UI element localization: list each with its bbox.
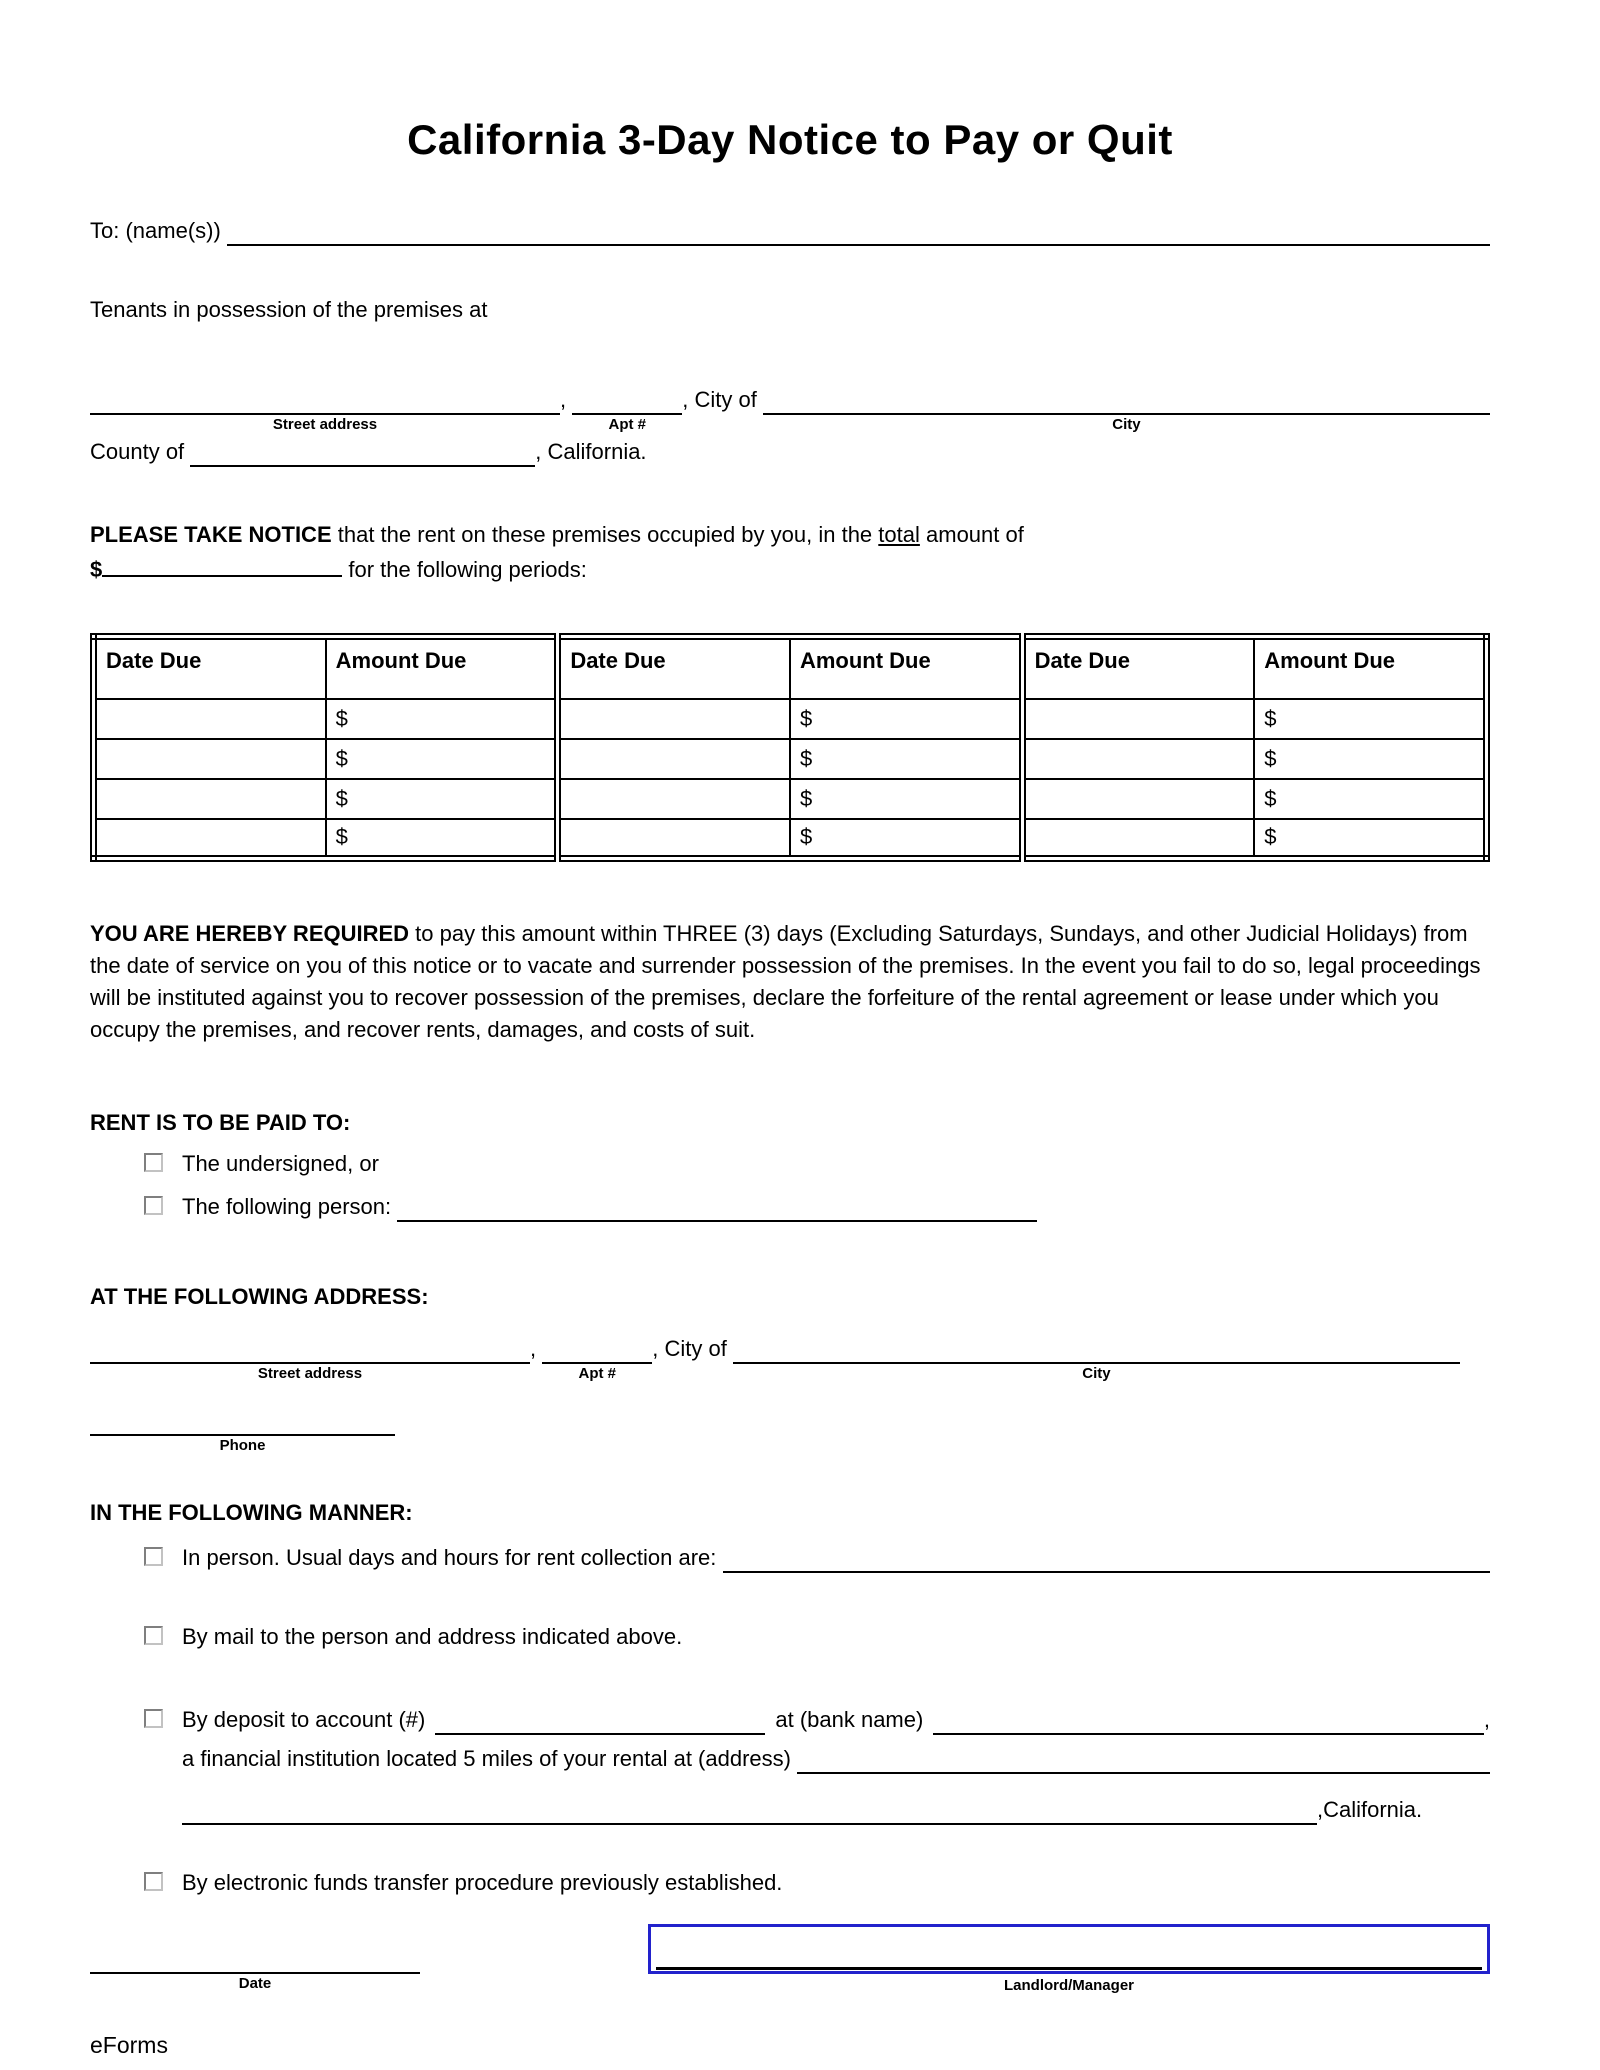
amount-due-cell[interactable]: $ <box>790 739 1022 779</box>
payment-address-row <box>90 1334 1490 1382</box>
deposit-comma: , <box>1483 1707 1490 1732</box>
deposit-lines <box>182 1704 1490 1825</box>
city-of-text: , City of <box>652 1336 733 1361</box>
following-person-checkbox[interactable] <box>144 1196 163 1215</box>
amount-due-cell[interactable]: $ <box>326 739 558 779</box>
date-due-cell[interactable] <box>94 699 326 739</box>
deposit-account-label: By deposit to account (#) <box>182 1707 426 1732</box>
required-text: to pay this amount within THREE (3) days (Excluding Saturdays, Sundays, and other Judicial Holidays) from the date of service on you of this notice or to vacate and surrender possession of the premises. In the event you fail to do so, legal proceedings will be instituted against you to recover possession of the premises, declare the forfeiture of the rental agreement or lease under which you occupy the premises, and recover rents, damages, and costs of suit. <box>90 921 1481 1042</box>
signature-line <box>656 1967 1482 1970</box>
table-row <box>94 779 1487 819</box>
notice-line-1 <box>90 517 1490 552</box>
date-due-cell[interactable] <box>94 819 326 859</box>
amount-due-cell[interactable]: $ <box>1254 819 1486 859</box>
deposit-line-2 <box>182 1743 1490 1774</box>
hereby-required-paragraph <box>90 918 1490 1046</box>
please-take-notice-paragraph <box>90 517 1490 587</box>
date-due-cell[interactable] <box>1022 739 1254 779</box>
institution-address-field[interactable] <box>797 1744 1490 1774</box>
rent-periods-table <box>90 633 1490 862</box>
option-in-person <box>144 1542 1490 1573</box>
following-person-field[interactable] <box>397 1192 1037 1222</box>
notice-text-b: amount of <box>919 522 1024 547</box>
date-due-cell[interactable] <box>558 779 790 819</box>
amount-due-cell[interactable]: $ <box>1254 779 1486 819</box>
in-person-checkbox[interactable] <box>144 1547 163 1566</box>
account-number-field[interactable] <box>435 1705 765 1735</box>
bank-name-label: at (bank name) <box>775 1707 924 1732</box>
notice-text-a: that the rent on these premises occupied by you, in the <box>331 522 879 547</box>
notice-total-word: total <box>878 522 920 547</box>
header-date-due-1: Date Due <box>94 637 326 699</box>
rent-collection-hours-field[interactable] <box>723 1543 1490 1573</box>
date-label: Date <box>238 1975 272 1992</box>
apt-number-label: Apt # <box>608 416 646 433</box>
city-label: City <box>1082 1365 1111 1382</box>
phone-field[interactable] <box>90 1406 395 1454</box>
date-due-cell[interactable] <box>558 699 790 739</box>
following-address-heading: AT THE FOLLOWING ADDRESS: <box>90 1284 429 1309</box>
amount-due-cell[interactable]: $ <box>326 779 558 819</box>
header-date-due-2: Date Due <box>558 637 790 699</box>
payment-street-field[interactable] <box>90 1334 530 1382</box>
county-field[interactable] <box>190 437 535 467</box>
deposit-line-3 <box>182 1794 1490 1825</box>
amount-due-cell[interactable]: $ <box>790 699 1022 739</box>
eforms-brand: eForms <box>90 2032 168 2058</box>
comma-separator: , <box>530 1336 543 1361</box>
comma-separator: , <box>560 387 573 412</box>
option-by-deposit <box>144 1704 1490 1825</box>
phone-row <box>90 1406 1490 1454</box>
street-address-label: Street address <box>257 1365 363 1382</box>
premises-apt-field[interactable] <box>572 385 682 433</box>
header-date-due-3: Date Due <box>1022 637 1254 699</box>
following-person-label: The following person: <box>182 1194 398 1219</box>
date-due-cell[interactable] <box>558 739 790 779</box>
date-due-cell[interactable] <box>94 779 326 819</box>
date-due-cell[interactable] <box>1022 819 1254 859</box>
by-mail-label: By mail to the person and address indicated above. <box>182 1624 683 1649</box>
date-due-cell[interactable] <box>1022 779 1254 819</box>
to-names-field[interactable] <box>227 216 1490 246</box>
by-mail-checkbox[interactable] <box>144 1626 163 1645</box>
header-amount-due-2: Amount Due <box>790 637 1022 699</box>
to-names-label: To: (name(s)) <box>90 218 227 243</box>
electronic-transfer-label: By electronic funds transfer procedure previously established. <box>182 1870 783 1895</box>
county-prefix: County of <box>90 439 191 464</box>
signature-row <box>90 1924 1490 1994</box>
apt-number-label: Apt # <box>578 1365 616 1382</box>
date-due-cell[interactable] <box>1022 699 1254 739</box>
date-field[interactable] <box>90 1944 420 1992</box>
payment-apt-field[interactable] <box>542 1334 652 1382</box>
following-manner-heading: IN THE FOLLOWING MANNER: <box>90 1500 413 1525</box>
payment-city-field[interactable] <box>733 1334 1460 1382</box>
amount-due-cell[interactable]: $ <box>790 819 1022 859</box>
landlord-signature-field[interactable] <box>648 1924 1490 1994</box>
premises-street-field[interactable] <box>90 385 560 433</box>
header-amount-due-1: Amount Due <box>326 637 558 699</box>
option-electronic-transfer <box>144 1867 1490 1898</box>
notice-line-2 <box>90 552 1490 587</box>
bank-name-field[interactable] <box>933 1705 1484 1735</box>
county-suffix: , California. <box>535 439 647 464</box>
header-amount-due-3: Amount Due <box>1254 637 1486 699</box>
amount-due-cell[interactable]: $ <box>1254 739 1486 779</box>
premises-address-row <box>90 385 1490 433</box>
date-due-cell[interactable] <box>558 819 790 859</box>
total-amount-field[interactable] <box>102 553 342 577</box>
following-person-row <box>182 1191 1490 1222</box>
street-address-label: Street address <box>272 416 378 433</box>
table-row <box>94 819 1487 859</box>
undersigned-checkbox[interactable] <box>144 1153 163 1172</box>
rent-paid-to-heading: RENT IS TO BE PAID TO: <box>90 1110 351 1135</box>
table-header-row <box>94 637 1487 699</box>
landlord-manager-label: Landlord/Manager <box>1003 1977 1134 1994</box>
page-title: California 3-Day Notice to Pay or Quit <box>407 116 1173 163</box>
electronic-transfer-checkbox[interactable] <box>144 1872 163 1891</box>
date-due-cell[interactable] <box>94 739 326 779</box>
phone-label: Phone <box>219 1437 266 1454</box>
institution-address-field-2[interactable] <box>182 1795 1317 1825</box>
california-suffix: ,California. <box>1317 1797 1423 1822</box>
option-undersigned <box>144 1148 1490 1179</box>
notice-bold-intro: PLEASE TAKE NOTICE <box>90 522 332 547</box>
amount-due-cell[interactable]: $ <box>326 819 558 859</box>
financial-institution-label: a financial institution located 5 miles of your rental at (address) <box>182 1746 798 1771</box>
tenants-line: Tenants in possession of the premises at <box>90 297 488 322</box>
undersigned-label: The undersigned, or <box>182 1151 379 1176</box>
city-of-text: , City of <box>682 387 763 412</box>
dollar-sign: $ <box>90 557 103 582</box>
amount-due-cell[interactable]: $ <box>326 699 558 739</box>
premises-city-field[interactable] <box>763 385 1490 433</box>
in-person-row <box>182 1542 1490 1573</box>
table-row <box>94 699 1487 739</box>
required-bold-intro: YOU ARE HEREBY REQUIRED <box>90 921 410 946</box>
notice-periods-text: for the following periods: <box>342 557 587 582</box>
county-row <box>90 437 1490 467</box>
city-label: City <box>1112 416 1141 433</box>
in-person-label: In person. Usual days and hours for rent collection are: <box>182 1545 723 1570</box>
option-by-mail <box>144 1621 1490 1652</box>
by-deposit-checkbox[interactable] <box>144 1709 163 1728</box>
amount-due-cell[interactable]: $ <box>790 779 1022 819</box>
to-names-row <box>90 216 1490 246</box>
deposit-line-1 <box>182 1704 1490 1735</box>
amount-due-cell[interactable]: $ <box>1254 699 1486 739</box>
table-row <box>94 739 1487 779</box>
option-following-person <box>144 1191 1490 1222</box>
